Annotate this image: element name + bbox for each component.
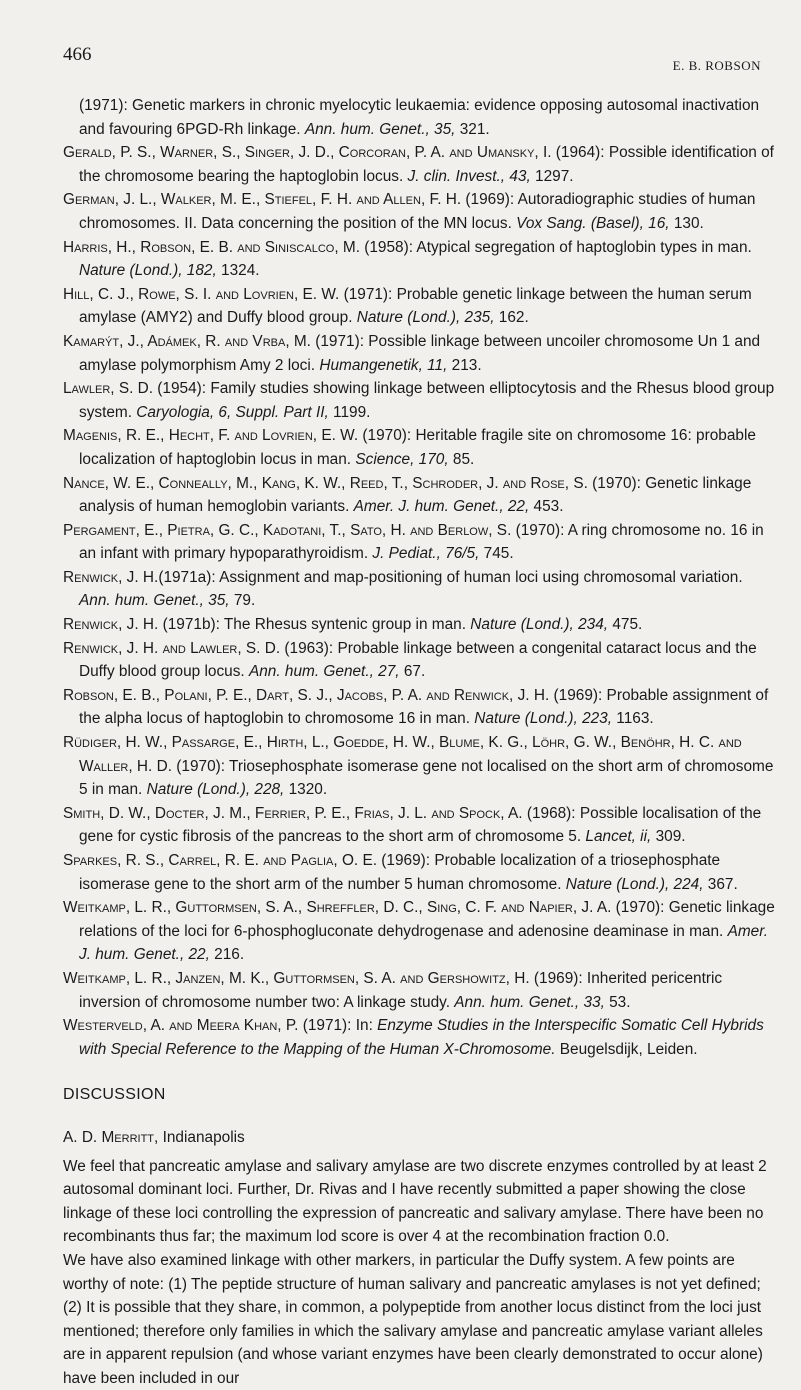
running-head: E. B. ROBSON	[672, 58, 761, 73]
reference-pages: 1320.	[284, 781, 328, 799]
reference-text: (1971b): The Rhesus syntenic group in man.	[158, 616, 471, 634]
reference-entry	[63, 377, 775, 424]
reference-authors: Robson, E. B., Polani, P. E., Dart, S. J., Jacobs, P. A. and Renwick, J. H.	[63, 686, 550, 704]
reference-authors: Magenis, R. E., Hecht, F. and Lovrien, E. W.	[63, 427, 359, 445]
reference-entry	[63, 94, 775, 141]
reference-pages: 475.	[608, 616, 643, 634]
reference-pages: 453.	[529, 498, 564, 516]
reference-journal: J. clin. Invest., 43,	[407, 167, 531, 185]
reference-journal: Ann. hum. Genet., 35,	[304, 120, 456, 138]
reference-text: (1969): Probable assignment of the alpha locus of haptoglobin to chromosome 16 in man.	[79, 686, 769, 728]
reference-entry	[63, 802, 775, 849]
reference-pages: 367.	[703, 875, 738, 893]
reference-authors: Renwick, J. H.	[63, 568, 159, 586]
reference-pages: 745.	[479, 545, 514, 563]
reference-entry	[63, 188, 775, 235]
reference-authors: Nance, W. E., Conneally, M., Kang, K. W., Reed, T., Schroder, J. and Rose, S.	[63, 474, 588, 492]
reference-journal: Humangenetik, 11,	[319, 356, 448, 374]
reference-journal: Nature (Lond.), 224,	[565, 875, 704, 893]
reference-text: (1970): Heritable fragile site on chromosome 16: probable localization of haptoglobin locus in man.	[79, 427, 756, 468]
reference-journal: Ann. hum. Genet., 35,	[79, 592, 230, 610]
reference-text: (1969): Autoradiographic studies of human chromosomes. II. Data concerning the position of the MN locus.	[79, 191, 756, 232]
reference-journal: Caryologia, 6, Suppl. Part II,	[136, 403, 329, 421]
reference-journal: Science, 170,	[355, 450, 449, 468]
reference-journal: Vox Sang. (Basel), 16,	[516, 214, 670, 232]
reference-journal: Amer. J. hum. Genet., 22,	[79, 922, 769, 964]
reference-authors: Lawler, S. D.	[63, 380, 154, 398]
reference-pages: 162.	[494, 309, 529, 327]
reference-text: (1968): Possible localisation of the gene for cystic fibrosis of the pancreas to the short arm of chromosome 5.	[79, 804, 762, 846]
reference-entry	[63, 731, 775, 802]
reference-entry	[63, 236, 775, 283]
reference-journal: Nature (Lond.), 228,	[146, 781, 285, 799]
reference-text: (1971a): Assignment and map-positioning of human loci using chromosomal variation.	[158, 568, 743, 586]
reference-text: (1970): Genetic linkage relations of the loci for 6-phosphogluconate dehydrogenase and adenosine deaminase in man.	[79, 899, 775, 940]
reference-authors: Renwick, J. H.	[63, 616, 159, 634]
reference-pages: 1199.	[328, 403, 371, 421]
reference-text: (1964): Possible identification of the chromosome bearing the haptoglobin locus.	[79, 144, 774, 185]
reference-entry	[63, 141, 775, 188]
reference-entry	[63, 613, 775, 637]
reference-pages: 1297.	[530, 167, 574, 185]
reference-entry	[63, 896, 775, 967]
reference-authors: German, J. L., Walker, M. E., Stiefel, F. H. and Allen, F. H.	[63, 191, 462, 209]
reference-authors: Weitkamp, L. R., Janzen, M. K., Guttormsen, S. A. and Gershowitz, H.	[63, 969, 530, 987]
reference-authors: Weitkamp, L. R., Guttormsen, S. A., Shreffler, D. C., Sing, C. F. and Napier, J. A.	[63, 899, 612, 917]
reference-entry	[63, 1014, 775, 1061]
discussant-place: Indianapolis	[158, 1128, 245, 1146]
reference-pages: 53.	[604, 993, 631, 1011]
reference-journal: Ann. hum. Genet., 33,	[454, 993, 605, 1011]
reference-text: (1969): Inherited pericentric inversion of chromosome number two: A linkage study.	[79, 969, 723, 1011]
reference-authors: Gerald, P. S., Warner, S., Singer, J. D., Corcoran, P. A. and Umansky, I.	[63, 144, 552, 162]
reference-pages: 321.	[455, 120, 490, 138]
reference-journal: Nature (Lond.), 234,	[470, 616, 609, 634]
page-number: 466	[63, 44, 92, 65]
reference-text: (1970): Genetic linkage analysis of human hemoglobin variants.	[79, 474, 752, 516]
reference-authors: Pergament, E., Pietra, G. C., Kadotani, T., Sato, H. and Berlow, S.	[63, 521, 512, 539]
reference-text: (1971): Possible linkage between uncoiler chromosome Un 1 and amylase polymorphism Amy 2 loci.	[79, 332, 761, 374]
reference-authors: Renwick, J. H. and Lawler, S. D.	[63, 639, 281, 657]
reference-pages: 67.	[399, 663, 426, 681]
reference-authors: Harris, H., Robson, E. B. and Siniscalco, M.	[63, 238, 360, 256]
reference-authors: Hill, C. J., Rowe, S. I. and Lovrien, E. W.	[63, 285, 340, 303]
reference-journal: Lancet, ii,	[585, 828, 652, 846]
reference-text: (1970): A ring chromosome no. 16 in an infant with primary hypoparathyroidism.	[79, 521, 764, 563]
reference-entry	[63, 330, 775, 377]
reference-pages: 1163.	[612, 710, 654, 728]
reference-journal: Nature (Lond.), 223,	[474, 710, 613, 728]
discussant-line	[63, 1126, 775, 1150]
discussion-paragraph: We feel that pancreatic amylase and salivary amylase are two discrete enzymes controlled by at least 2 autosomal dominant loci. Further, Dr. Rivas and I have recently submitted a paper showing the close linkage of these loci controlling the expression of pancreatic and salivary amylase. There have been no recombinants thus far; the maximum lod score is over 4 at the recombination fraction 0.0.	[63, 1157, 767, 1246]
reference-journal: Ann. hum. Genet., 27,	[248, 663, 400, 681]
reference-entry	[63, 566, 775, 613]
reference-authors: Rüdiger, H. W., Passarge, E., Hirth, L., Goedde, H. W., Blume, K. G., Löhr, G. W., Benöhr, H. C. and Waller, H. D.	[63, 734, 742, 775]
reference-journal: Enzyme Studies in the Interspecific Somatic Cell Hybrids with Special Reference to the Mapping of the Human X-Chromosome.	[79, 1017, 764, 1058]
reference-text: (1971): In:	[298, 1017, 378, 1035]
discussant-name: A. D. Merritt,	[63, 1128, 159, 1146]
reference-text: (1954): Family studies showing linkage between elliptocytosis and the Rhesus blood group system.	[79, 380, 775, 421]
reference-entry	[63, 472, 775, 519]
reference-text: (1971): Probable genetic linkage between the human serum amylase (AMY2) and Duffy blood group.	[79, 285, 752, 327]
reference-text: (1970): Triosephosphate isomerase gene not localised on the short arm of chromosome 5 in man.	[79, 757, 774, 799]
reference-entry	[63, 684, 775, 731]
reference-entry	[63, 519, 775, 566]
reference-authors: Westerveld, A. and Meera Khan, P.	[63, 1017, 299, 1035]
reference-entry	[63, 424, 775, 471]
reference-pages: 85.	[448, 450, 475, 468]
reference-list	[63, 94, 775, 1061]
reference-journal: J. Pediat., 76/5,	[372, 545, 480, 563]
page-content	[63, 94, 775, 1390]
reference-text: (1963): Probable linkage between a congenital cataract locus and the Duffy blood group locus.	[79, 639, 757, 681]
reference-pages: 213.	[447, 356, 482, 374]
reference-authors: Kamarýt, J., Adámek, R. and Vrba, M.	[63, 332, 311, 350]
reference-pages: Beugelsdijk, Leiden.	[555, 1040, 698, 1058]
discussion-heading: DISCUSSION	[63, 1086, 166, 1104]
reference-entry	[63, 967, 775, 1014]
reference-journal: Nature (Lond.), 182,	[79, 262, 217, 280]
reference-journal: Amer. J. hum. Genet., 22,	[353, 498, 530, 516]
reference-entry	[63, 849, 775, 896]
reference-entry	[63, 637, 775, 684]
reference-entry	[63, 283, 775, 330]
reference-pages: 216.	[209, 946, 245, 964]
reference-pages: 309.	[651, 828, 686, 846]
reference-authors: Smith, D. W., Docter, J. M., Ferrier, P. E., Frias, J. L. and Spock, A.	[63, 804, 523, 822]
reference-authors: Sparkes, R. S., Carrel, R. E. and Paglia, O. E.	[63, 852, 378, 869]
reference-text: (1971): Genetic markers in chronic myelocytic leukaemia: evidence opposing autosomal inactivation and favouring 6PGD-Rh linkage.	[79, 97, 760, 138]
reference-text: (1969): Probable localization of a triosephosphate isomerase gene to the short arm of the number 5 human chromosome.	[79, 852, 721, 893]
reference-pages: 130.	[669, 214, 704, 232]
reference-text: (1958): Atypical segregation of haptoglobin types in man.	[359, 238, 752, 256]
reference-journal: Nature (Lond.), 235,	[356, 309, 495, 327]
discussion-paragraph: We have also examined linkage with other markers, in particular the Duffy system. A few points are worthy of note: (1) The peptide structure of human salivary and pancreatic amylases is not yet defined; (2) It is possible that they share, in common, a polypeptide from another locus distinct from the loci just mentioned; therefore only families in which the salivary amylase and pancreatic amylase variant alleles are in apparent repulsion (and whose variant enzymes have been clearly demonstrated to occur alone) have been included in our	[63, 1251, 763, 1387]
reference-pages: 1324.	[216, 262, 260, 280]
reference-pages: 79.	[229, 592, 256, 610]
